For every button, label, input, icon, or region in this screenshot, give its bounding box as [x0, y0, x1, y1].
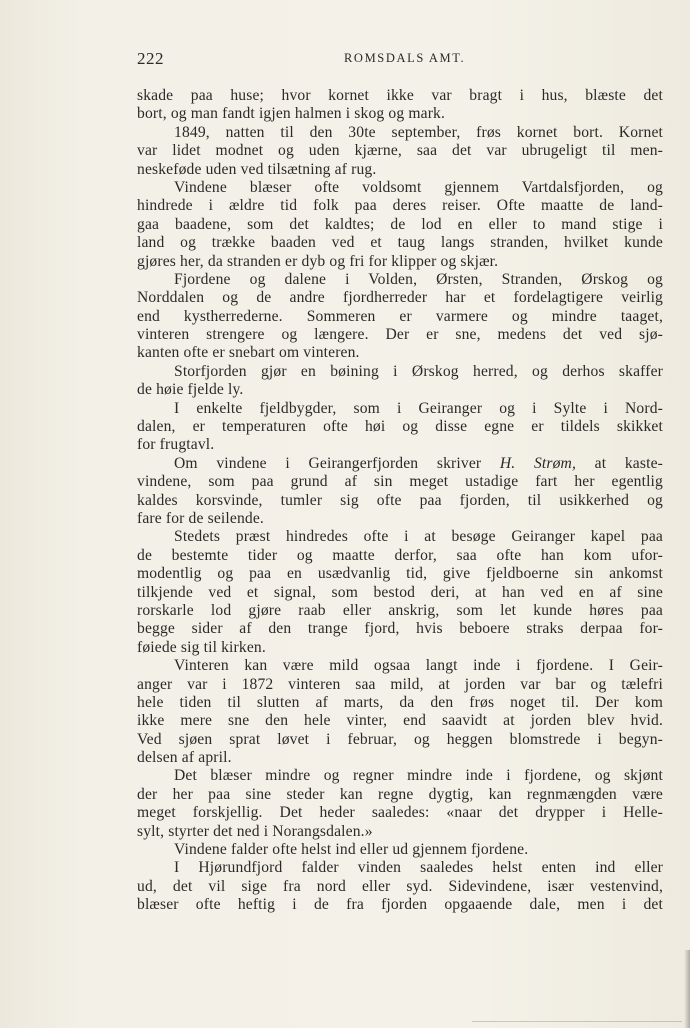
- text-line: land og trække baaden ved et taug langs stranden, hvilket kunde: [137, 234, 663, 252]
- text-line: Norddalen og de andre fjordherreder har et fordelagtigere veirlig: [137, 289, 663, 307]
- text-line: Det blæser mindre og regner mindre inde i fjordene, og skjønt: [174, 767, 663, 785]
- text-line: [137, 455, 663, 473]
- text-line: Fjordene og dalene i Volden, Ørsten, Stranden, Ørskog og: [174, 270, 663, 288]
- text-line: anger var i 1872 vinteren saa mild, at jorden var bar og tælefri: [137, 675, 663, 693]
- text-line: gjøres her, da stranden er dyb og fri for klipper og skjær.: [137, 252, 499, 270]
- text-line: fare for de seilende.: [137, 509, 264, 527]
- text-line: for frugtavl.: [137, 436, 215, 454]
- text-line: Stedets præst hindredes ofte i at besøge Geiranger kapel paa: [174, 528, 663, 546]
- text-line: de bestemte tider og maatte derfor, saa ofte han kom ufor-: [137, 546, 663, 564]
- text-line: de høie fjelde ly.: [137, 381, 244, 399]
- running-head: ROMSDALS AMT.: [344, 51, 466, 65]
- text-line: Storfjorden gjør en bøining i Ørskog herred, og derhos skaffer: [174, 362, 663, 380]
- text-line: Vinteren kan være mild ogsaa langt inde i fjordene. I Geir-: [174, 657, 663, 675]
- text-line: Ved sjøen sprat løvet i februar, og heggen blomstrede i begyn-: [137, 730, 663, 748]
- text-segment: at kaste-: [576, 454, 663, 472]
- text-line: neskeføde uden ved tilsætning af rug.: [137, 160, 377, 178]
- author-name-italic: H. Strøm,: [499, 454, 577, 472]
- text-line: der her paa sine steder kan regne dygtig, kan regnmængden være: [137, 785, 663, 803]
- text-line: hindrede i ældre tid folk paa deres reiser. Ofte maatte de land-: [137, 197, 663, 215]
- text-line: delsen af april.: [137, 749, 232, 767]
- text-line: dalen, er temperaturen ofte høi og disse egne er tildels skikket: [137, 418, 663, 436]
- text-line: føiede sig til kirken.: [137, 638, 266, 656]
- text-line: skade paa huse; hvor kornet ikke var bragt i hus, blæste det: [137, 87, 663, 104]
- text-segment: Om vindene i Geirangerfjorden skriver: [174, 454, 500, 472]
- text-line: blæser ofte heftig i de fra fjorden opgaaende dale, men i det: [137, 896, 663, 914]
- text-line: rorskarle lod gjøre raab eller anskrig, som let kunde høres paa: [137, 601, 663, 619]
- text-line: kaldes korsvinde, tumler sig ofte paa fjorden, til usikkerhed og: [137, 491, 663, 509]
- text-line: ikke mere sne den hele vinter, end saavidt at jorden blev hvid.: [137, 712, 663, 730]
- text-line: bort, og man fandt igjen halmen i skog og mark.: [137, 105, 446, 123]
- body-text: [137, 87, 663, 915]
- text-line: 1849, natten til den 30te september, frøs kornet bort. Kornet: [174, 123, 663, 141]
- text-line: vindene, som paa grund af sin meget ustadige fart her egentlig: [137, 473, 663, 491]
- text-line: kanten ofte er snebart om vinteren.: [137, 344, 360, 362]
- text-line: meget forskjellig. Det heder saaledes: «naar det drypper i Helle-: [137, 804, 663, 822]
- bottom-rule: [472, 1021, 682, 1022]
- page-edge-shadow: [684, 950, 690, 1028]
- text-line: I enkelte fjeldbygder, som i Geiranger og i Sylte i Nord-: [174, 399, 663, 417]
- text-line: end kystherrederne. Sommeren er varmere og mindre taaget,: [137, 307, 663, 325]
- text-line: ud, det vil sige fra nord eller syd. Sidevindene, især vestenvind,: [137, 877, 663, 895]
- text-line: hele tiden til slutten af marts, da den frøs noget til. Der kom: [137, 693, 663, 711]
- text-line: sylt, styrter det ned i Norangsdalen.»: [137, 822, 373, 840]
- text-line: var lidet modnet og uden kjærne, saa det var ubrugeligt til men-: [137, 142, 663, 160]
- text-line: I Hjørundfjord falder vinden saaledes helst enten ind eller: [174, 859, 663, 877]
- text-line: tilkjende ved et signal, som bestod deri, at han ved en af sine: [137, 583, 663, 601]
- page-header: [137, 49, 662, 69]
- text-line: begge sider af den trange fjord, hvis beboere straks derpaa for-: [137, 620, 663, 638]
- page-number: 222: [137, 49, 164, 68]
- text-line: modentlig og paa en usædvanlig tid, give fjeldboerne sin ankomst: [137, 565, 663, 583]
- text-line: Vindene blæser ofte voldsomt gjennem Vartdalsfjorden, og: [174, 178, 663, 196]
- text-line: Vindene falder ofte helst ind eller ud gjennem fjordene.: [174, 841, 529, 859]
- text-line: vinteren strengere og længere. Der er sne, medens det ved sjø-: [137, 326, 663, 344]
- text-line: gaa baadene, som det kaldtes; de lod en eller to mand stige i: [137, 215, 663, 233]
